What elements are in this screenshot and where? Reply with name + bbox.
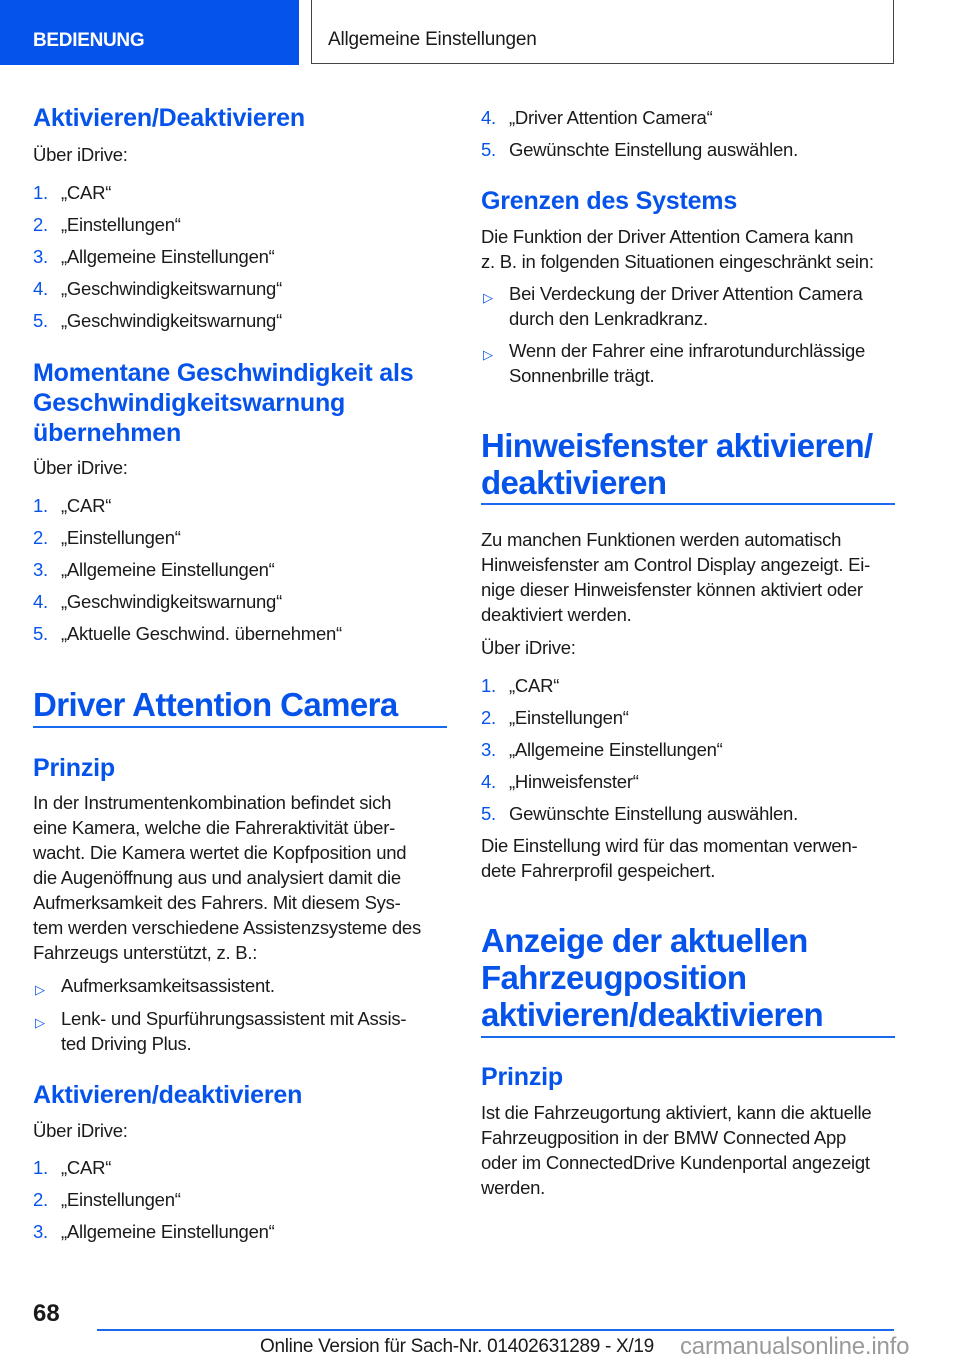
body-line: werden.	[481, 1177, 546, 1198]
intro-text: Über iDrive:	[481, 637, 576, 658]
step-text: „CAR“	[61, 182, 112, 203]
intro-text: Über iDrive:	[33, 1120, 128, 1141]
step-text: „Allgemeine Einstellungen“	[61, 246, 275, 267]
body-line: oder im ConnectedDrive Kundenportal angezeigt	[481, 1152, 870, 1173]
page-number: 68	[33, 1300, 60, 1327]
step-text: „CAR“	[61, 1157, 112, 1178]
triangle-bullet-icon: ▷	[483, 290, 493, 305]
subheading-prinzip: Prinzip	[33, 754, 115, 782]
bullet-text: Wenn der Fahrer eine infrarotundurchlässige	[509, 340, 866, 361]
heading-momentane-geschwindigkeit-line2: Geschwindigkeitswarnung	[33, 389, 346, 417]
step-number: 3.	[33, 246, 48, 267]
triangle-bullet-icon: ▷	[483, 347, 493, 362]
section-label: BEDIENUNG	[33, 30, 145, 51]
step-text: „Geschwindigkeitswarnung“	[61, 278, 282, 299]
watermark: carmanualsonline.info	[680, 1333, 910, 1360]
step-number: 2.	[33, 527, 48, 548]
step-text: „Einstellungen“	[61, 214, 181, 235]
body-line: Fahrzeugs unterstützt, z. B.:	[33, 942, 258, 963]
online-version-note: Online Version für Sach-Nr. 01402631289 - X/19	[260, 1336, 654, 1357]
step-number: 5.	[33, 310, 48, 331]
bullet-text: ted Driving Plus.	[61, 1033, 192, 1054]
step-number: 1.	[33, 182, 48, 203]
body-line: die Augenöffnung aus und analysiert damit die	[33, 867, 401, 888]
step-number: 5.	[481, 139, 496, 160]
intro-text: Über iDrive:	[33, 457, 128, 478]
bullet-text: Sonnenbrille trägt.	[509, 365, 655, 386]
step-number: 3.	[33, 1221, 48, 1242]
step-number: 3.	[33, 559, 48, 580]
step-text: „Aktuelle Geschwind. übernehmen“	[61, 623, 342, 644]
step-text: „Einstellungen“	[509, 707, 629, 728]
step-number: 2.	[33, 1189, 48, 1210]
footer-divider	[97, 1329, 894, 1331]
step-text: „Einstellungen“	[61, 527, 181, 548]
step-text: „Geschwindigkeitswarnung“	[61, 591, 282, 612]
heading-fahrzeugposition: Anzeige der aktuellen	[481, 922, 808, 959]
triangle-bullet-icon: ▷	[35, 1015, 45, 1030]
step-text: „Hinweisfenster“	[509, 771, 639, 792]
intro-text: Über iDrive:	[33, 144, 128, 165]
step-number: 1.	[481, 675, 496, 696]
body-line: eine Kamera, welche die Fahreraktivität über-	[33, 817, 396, 838]
heading-aktivieren-deaktivieren-camera: Aktivieren/deaktivieren	[33, 1081, 303, 1109]
step-text: „CAR“	[509, 675, 560, 696]
step-text: „Allgemeine Einstellungen“	[61, 559, 275, 580]
step-number: 1.	[33, 495, 48, 516]
step-text: „Einstellungen“	[61, 1189, 181, 1210]
step-number: 3.	[481, 739, 496, 760]
heading-momentane-geschwindigkeit-line3: übernehmen	[33, 419, 182, 447]
chapter-header	[311, 0, 894, 64]
body-line: Ist die Fahrzeugortung aktiviert, kann die aktuelle	[481, 1102, 872, 1123]
body-line: Hinweisfenster am Control Display angezeigt. Ei-	[481, 554, 871, 575]
note-line: Die Einstellung wird für das momentan verwen-	[481, 835, 858, 856]
body-line: nige dieser Hinweisfenster können aktiviert oder	[481, 579, 863, 600]
step-number: 4.	[481, 107, 496, 128]
step-text: „Driver Attention Camera“	[509, 107, 713, 128]
heading-underline	[33, 726, 447, 728]
heading-underline	[481, 503, 895, 505]
bullet-text: durch den Lenkradkranz.	[509, 308, 708, 329]
step-number: 5.	[33, 623, 48, 644]
body-line: tem werden verschiedene Assistenzsysteme des	[33, 917, 421, 938]
chapter-title: Allgemeine Einstellungen	[328, 29, 537, 50]
body-line: z. B. in folgenden Situationen eingeschränkt sein:	[481, 251, 874, 272]
step-text: „CAR“	[61, 495, 112, 516]
step-number: 1.	[33, 1157, 48, 1178]
body-line: Die Funktion der Driver Attention Camera kann	[481, 226, 854, 247]
step-text: „Geschwindigkeitswarnung“	[61, 310, 282, 331]
heading-grenzen-des-systems: Grenzen des Systems	[481, 187, 738, 215]
step-number: 2.	[33, 214, 48, 235]
body-line: In der Instrumentenkombination befindet sich	[33, 792, 392, 813]
heading-hinweisfenster-line2: deaktivieren	[481, 464, 667, 501]
heading-hinweisfenster: Hinweisfenster aktivieren/	[481, 427, 873, 464]
subheading-prinzip: Prinzip	[481, 1063, 563, 1091]
body-line: Zu manchen Funktionen werden automatisch	[481, 529, 842, 550]
step-number: 4.	[33, 278, 48, 299]
step-number: 4.	[33, 591, 48, 612]
bullet-text: Bei Verdeckung der Driver Attention Camera	[509, 283, 863, 304]
bullet-text: Aufmerksamkeitsassistent.	[61, 975, 275, 996]
heading-momentane-geschwindigkeit: Momentane Geschwindigkeit als	[33, 359, 414, 387]
bullet-text: Lenk- und Spurführungsassistent mit Assis-	[61, 1008, 407, 1029]
body-line: Fahrzeugposition in der BMW Connected App	[481, 1127, 847, 1148]
section-tab	[0, 0, 299, 65]
step-text: Gewünschte Einstellung auswählen.	[509, 803, 798, 824]
heading-aktivieren-deaktivieren: Aktivieren/Deaktivieren	[33, 104, 305, 132]
step-text: Gewünschte Einstellung auswählen.	[509, 139, 798, 160]
heading-fahrzeugposition-line2: Fahrzeugposition	[481, 959, 747, 996]
body-line: Aufmerksamkeit des Fahrers. Mit diesem Sys-	[33, 892, 401, 913]
body-line: deaktiviert werden.	[481, 604, 632, 625]
step-text: „Allgemeine Einstellungen“	[61, 1221, 275, 1242]
heading-underline	[481, 1036, 895, 1038]
step-text: „Allgemeine Einstellungen“	[509, 739, 723, 760]
note-line: dete Fahrerprofil gespeichert.	[481, 860, 716, 881]
heading-fahrzeugposition-line3: aktivieren/deaktivieren	[481, 996, 824, 1033]
heading-driver-attention-camera: Driver Attention Camera	[33, 686, 398, 723]
triangle-bullet-icon: ▷	[35, 982, 45, 997]
step-number: 5.	[481, 803, 496, 824]
body-line: wacht. Die Kamera wertet die Kopfposition und	[33, 842, 407, 863]
step-number: 2.	[481, 707, 496, 728]
step-number: 4.	[481, 771, 496, 792]
